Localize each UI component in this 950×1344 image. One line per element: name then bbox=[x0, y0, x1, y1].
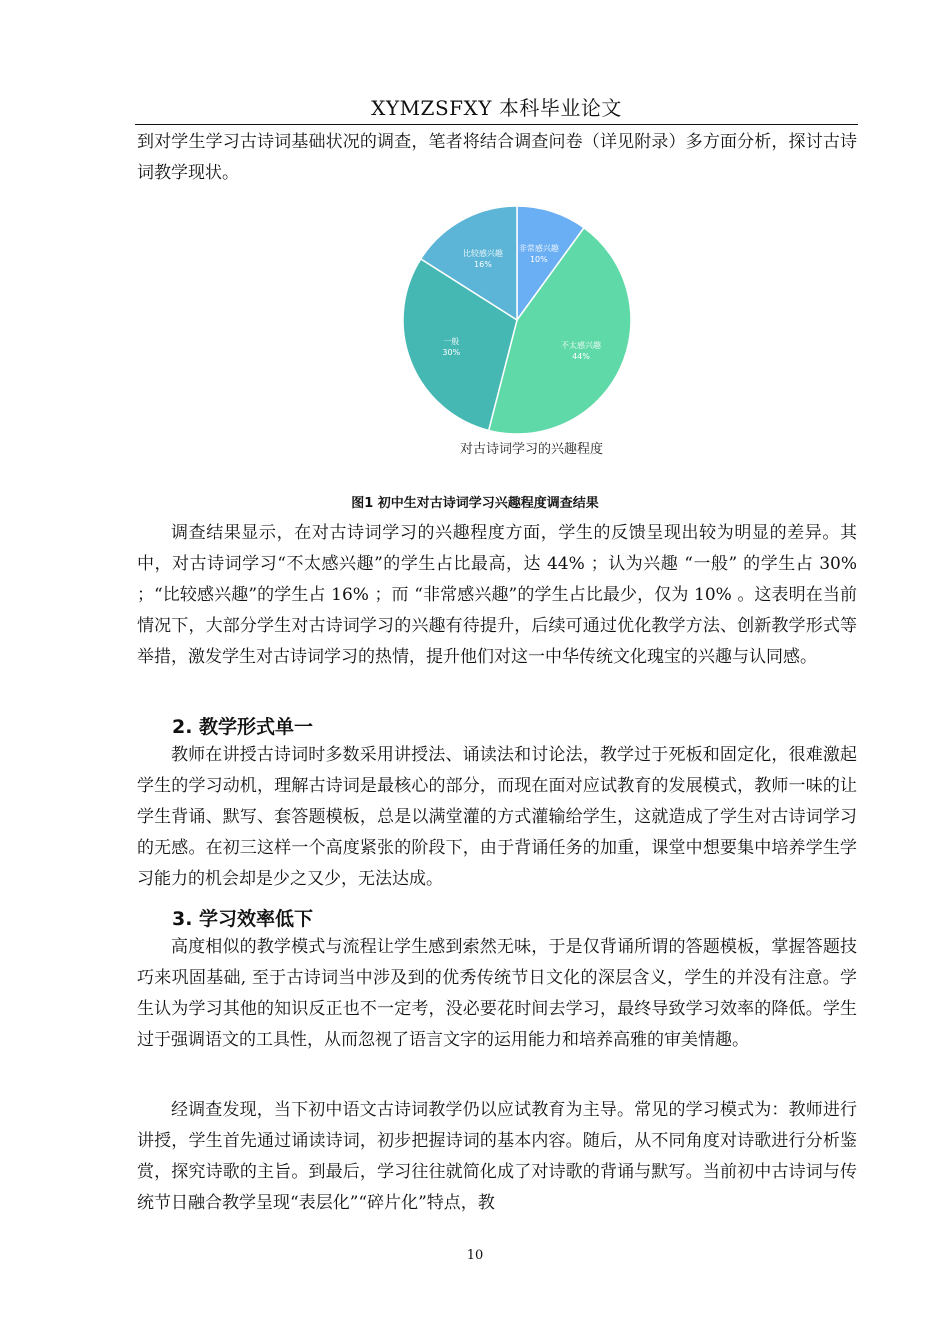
result-paragraph: 调查结果显示，在对古诗词学习的兴趣程度方面，学生的反馈呈现出较为明显的差异。其中，对古诗词学习“不太感兴趣”的学生占比最高，达 44% ；认为兴趣 “一般” 的学生占 30% ；“比较感兴趣”的学生占 16% ；而 “非常感兴趣”的学生占比最少，仅为 10% 。这表明在当前情况下，大部分学生对古诗词学习的兴趣有待提升，后续可通过优化教学方法、创新教学形式等举措，激发学生对古诗词学习的热情，提升他们对这一中华传统文化瑰宝的兴趣与认同感。 bbox=[137, 523, 857, 667]
pie-chart-figure bbox=[355, 183, 678, 463]
slice-label-1: 不太感兴趣 bbox=[560, 341, 601, 351]
section-2-paragraph: 教师在讲授古诗词时多数采用讲授法、诵读法和讨论法，教学过于死板和固定化，很难激起学生的学习动机，理解古诗词是最核心的部分，而现在面对应试教育的发展模式，教师一味的让学生背诵、默写、套答题模板，总是以满堂灌的方式灌输给学生，这就造成了学生对古诗词学习的无感。在初三这样一个高度紧张的阶段下，由于背诵任务的加重，课堂中想要集中培养学生学习能力的机会却是少之又少，无法达成。 bbox=[137, 745, 857, 889]
running-header: XYMZSFXY 本科毕业论文 bbox=[371, 96, 622, 120]
slice-label-2: 一般 bbox=[443, 337, 460, 347]
figure-caption: 图1 初中生对古诗词学习兴趣程度调查结果 bbox=[351, 496, 599, 511]
page-number: 10 bbox=[466, 1248, 484, 1263]
section-3-paragraph-1: 高度相似的教学模式与流程让学生感到索然无味，于是仅背诵所谓的答题模板，掌握答题技巧来巩固基础, 至于古诗词当中涉及到的优秀传统节日文化的深层含义，学生的并没有注意。学生认为学习其他的知识反正也不一定考，没必要花时间去学习，最终导致学习效率的降低。学生过于强调语文的工具性，从而忽视了语言文字的运用能力和培养高雅的审美情趣。 bbox=[137, 937, 857, 1050]
pie-chart bbox=[355, 183, 678, 463]
section-3-paragraph-2: 经调查发现，当下初中语文古诗词教学仍以应试教育为主导。常见的学习模式为：教师进行讲授，学生首先通过诵读诗词，初步把握诗词的基本内容。随后，从不同角度对诗歌进行分析鉴赏，探究诗歌的主旨。到最后，学习往往就简化成了对诗歌的背诵与默写。当前初中古诗词与传统节日融合教学呈现“表层化”“碎片化”特点，教 bbox=[137, 1100, 857, 1213]
slice-value-2: 30% bbox=[442, 348, 461, 358]
slice-value-1: 44% bbox=[572, 352, 590, 362]
slice-value-3: 16% bbox=[474, 260, 492, 270]
slice-value-0: 10% bbox=[529, 254, 548, 264]
chart-title: 对古诗词学习的兴趣程度 bbox=[460, 442, 604, 457]
section-3-heading: 3. 学习效率低下 bbox=[172, 908, 314, 930]
slice-label-0: 非常感兴趣 bbox=[518, 243, 559, 253]
intro-paragraph: 到对学生学习古诗词基础状况的调查，笔者将结合调查问卷（详见附录）多方面分析，探讨古诗词教学现状。 bbox=[137, 132, 857, 183]
slice-label-3: 比较感兴趣 bbox=[462, 249, 503, 259]
section-2-heading: 2. 教学形式单一 bbox=[172, 716, 314, 738]
header-rule bbox=[135, 124, 858, 125]
